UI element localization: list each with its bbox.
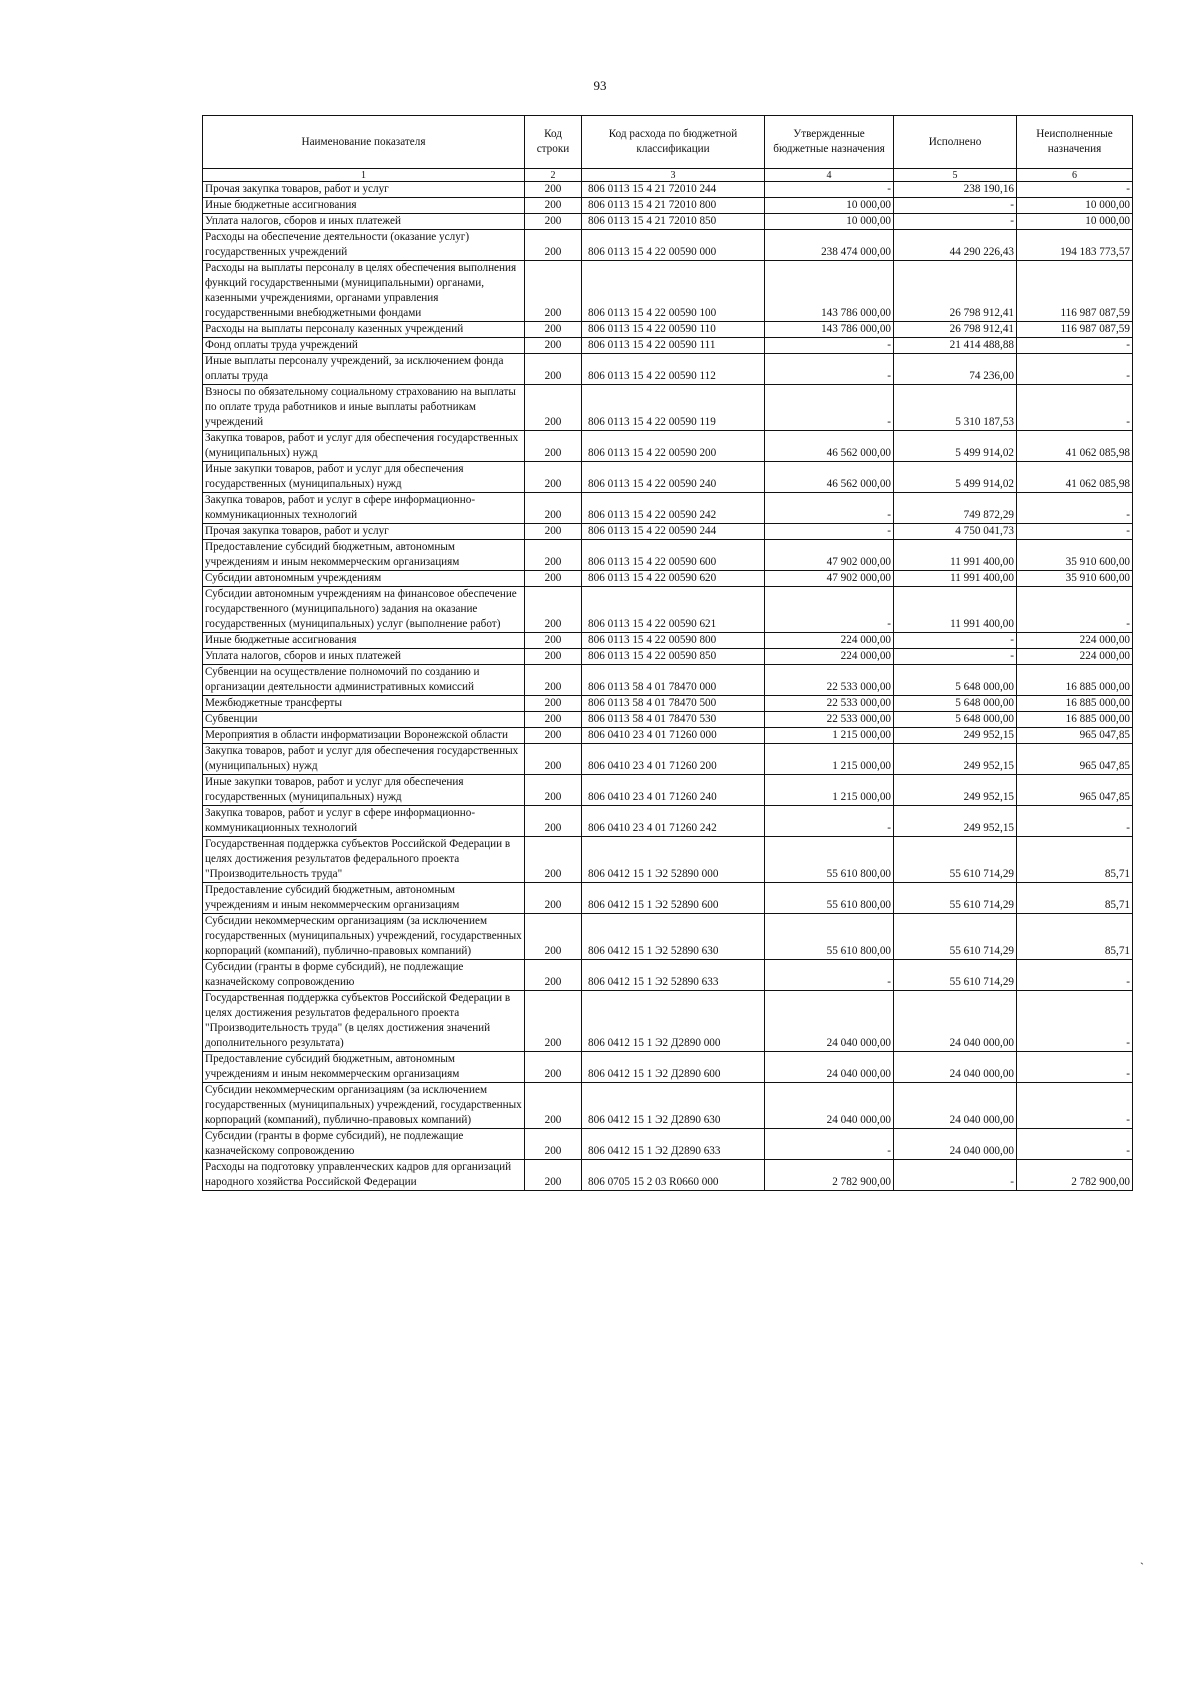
- row-line-code: 200: [525, 182, 582, 198]
- row-approved: -: [765, 182, 894, 198]
- table-row: [203, 354, 1133, 385]
- row-executed: 44 290 226,43: [894, 230, 1017, 261]
- row-executed: 24 040 000,00: [894, 991, 1017, 1052]
- table-row: [203, 775, 1133, 806]
- row-approved: 1 215 000,00: [765, 775, 894, 806]
- row-executed: 55 610 714,29: [894, 914, 1017, 960]
- row-line-code: 200: [525, 914, 582, 960]
- row-line-code: 200: [525, 1129, 582, 1160]
- row-approved: 2 782 900,00: [765, 1160, 894, 1191]
- row-name: Закупка товаров, работ и услуг для обеспечения государственных (муниципальных) нужд: [203, 431, 525, 462]
- table-body: [203, 182, 1133, 1191]
- row-approved: 24 040 000,00: [765, 1083, 894, 1129]
- row-name: Государственная поддержка субъектов Российской Федерации в целях достижения результатов федерального проекта "Производительность труда": [203, 837, 525, 883]
- row-approved: 47 902 000,00: [765, 571, 894, 587]
- row-unexecuted: -: [1017, 806, 1133, 837]
- row-name: Субвенции: [203, 712, 525, 728]
- row-line-code: 200: [525, 354, 582, 385]
- row-line-code: 200: [525, 649, 582, 665]
- row-name: Субсидии (гранты в форме субсидий), не подлежащие казначейскому сопровождению: [203, 960, 525, 991]
- table-row: [203, 991, 1133, 1052]
- row-unexecuted: 35 910 600,00: [1017, 540, 1133, 571]
- row-executed: -: [894, 633, 1017, 649]
- row-unexecuted: 85,71: [1017, 914, 1133, 960]
- row-classification-code: 806 0113 15 4 21 72010 244: [582, 182, 765, 198]
- row-approved: -: [765, 385, 894, 431]
- row-approved: -: [765, 806, 894, 837]
- row-approved: 55 610 800,00: [765, 914, 894, 960]
- row-approved: -: [765, 960, 894, 991]
- row-unexecuted: -: [1017, 960, 1133, 991]
- row-classification-code: 806 0113 15 4 22 00590 112: [582, 354, 765, 385]
- row-approved: 24 040 000,00: [765, 991, 894, 1052]
- row-line-code: 200: [525, 540, 582, 571]
- row-classification-code: 806 0113 15 4 21 72010 850: [582, 214, 765, 230]
- row-executed: 74 236,00: [894, 354, 1017, 385]
- header-executed: Исполнено: [894, 116, 1017, 169]
- row-executed: -: [894, 1160, 1017, 1191]
- row-executed: 26 798 912,41: [894, 322, 1017, 338]
- row-line-code: 200: [525, 322, 582, 338]
- table-row: [203, 744, 1133, 775]
- row-classification-code: 806 0410 23 4 01 71260 200: [582, 744, 765, 775]
- row-classification-code: 806 0113 58 4 01 78470 530: [582, 712, 765, 728]
- header-unexecuted: Неисполненные назначения: [1017, 116, 1133, 169]
- table-row: [203, 837, 1133, 883]
- table-row: [203, 1052, 1133, 1083]
- row-executed: 11 991 400,00: [894, 587, 1017, 633]
- row-unexecuted: -: [1017, 338, 1133, 354]
- row-unexecuted: 965 047,85: [1017, 775, 1133, 806]
- column-number-row: [203, 169, 1133, 182]
- row-approved: 22 533 000,00: [765, 712, 894, 728]
- row-line-code: 200: [525, 883, 582, 914]
- row-line-code: 200: [525, 198, 582, 214]
- row-line-code: 200: [525, 1083, 582, 1129]
- row-name: Закупка товаров, работ и услуг в сфере информационно-коммуникационных технологий: [203, 806, 525, 837]
- row-unexecuted: 85,71: [1017, 883, 1133, 914]
- row-classification-code: 806 0412 15 1 Э2 52890 630: [582, 914, 765, 960]
- row-classification-code: 806 0412 15 1 Э2 52890 000: [582, 837, 765, 883]
- row-executed: 5 648 000,00: [894, 712, 1017, 728]
- row-classification-code: 806 0113 15 4 22 00590 850: [582, 649, 765, 665]
- row-classification-code: 806 0113 15 4 22 00590 111: [582, 338, 765, 354]
- row-name: Расходы на выплаты персоналу казенных учреждений: [203, 322, 525, 338]
- row-executed: -: [894, 214, 1017, 230]
- row-approved: 10 000,00: [765, 198, 894, 214]
- row-classification-code: 806 0412 15 1 Э2 Д2890 630: [582, 1083, 765, 1129]
- table-row: [203, 806, 1133, 837]
- table-row: [203, 493, 1133, 524]
- row-name: Мероприятия в области информатизации Воронежской области: [203, 728, 525, 744]
- budget-execution-table-wrapper: [202, 115, 1132, 1191]
- row-line-code: 200: [525, 462, 582, 493]
- row-classification-code: 806 0412 15 1 Э2 52890 600: [582, 883, 765, 914]
- table-row: [203, 1160, 1133, 1191]
- row-unexecuted: 35 910 600,00: [1017, 571, 1133, 587]
- row-classification-code: 806 0412 15 1 Э2 Д2890 000: [582, 991, 765, 1052]
- row-executed: 4 750 041,73: [894, 524, 1017, 540]
- row-classification-code: 806 0412 15 1 Э2 Д2890 633: [582, 1129, 765, 1160]
- table-row: [203, 571, 1133, 587]
- row-classification-code: 806 0113 15 4 22 00590 000: [582, 230, 765, 261]
- row-executed: 55 610 714,29: [894, 960, 1017, 991]
- row-name: Прочая закупка товаров, работ и услуг: [203, 524, 525, 540]
- row-executed: -: [894, 198, 1017, 214]
- row-line-code: 200: [525, 230, 582, 261]
- row-approved: -: [765, 524, 894, 540]
- row-approved: 47 902 000,00: [765, 540, 894, 571]
- row-name: Субсидии некоммерческим организациям (за исключением государственных (муниципальных) учреждений, государственных корпораций (компаний), публично-правовых компаний): [203, 914, 525, 960]
- table-row: [203, 261, 1133, 322]
- row-approved: 224 000,00: [765, 649, 894, 665]
- row-classification-code: 806 0410 23 4 01 71260 000: [582, 728, 765, 744]
- row-name: Уплата налогов, сборов и иных платежей: [203, 649, 525, 665]
- row-executed: 249 952,15: [894, 744, 1017, 775]
- row-unexecuted: 224 000,00: [1017, 649, 1133, 665]
- row-approved: 143 786 000,00: [765, 322, 894, 338]
- row-name: Расходы на обеспечение деятельности (оказание услуг) государственных учреждений: [203, 230, 525, 261]
- row-name: Закупка товаров, работ и услуг для обеспечения государственных (муниципальных) нужд: [203, 744, 525, 775]
- row-line-code: 200: [525, 214, 582, 230]
- row-classification-code: 806 0113 58 4 01 78470 000: [582, 665, 765, 696]
- row-name: Закупка товаров, работ и услуг в сфере информационно-коммуникационных технологий: [203, 493, 525, 524]
- table-row: [203, 338, 1133, 354]
- table-row: [203, 914, 1133, 960]
- table-row: [203, 462, 1133, 493]
- column-number: 3: [582, 169, 765, 182]
- row-name: Иные выплаты персоналу учреждений, за исключением фонда оплаты труда: [203, 354, 525, 385]
- row-approved: 22 533 000,00: [765, 696, 894, 712]
- row-unexecuted: -: [1017, 991, 1133, 1052]
- row-name: Субсидии некоммерческим организациям (за исключением государственных (муниципальных) учреждений, государственных корпораций (компаний), публично-правовых компаний): [203, 1083, 525, 1129]
- row-name: Предоставление субсидий бюджетным, автономным учреждениям и иным некоммерческим организациям: [203, 1052, 525, 1083]
- row-classification-code: 806 0113 15 4 22 00590 100: [582, 261, 765, 322]
- row-name: Субсидии (гранты в форме субсидий), не подлежащие казначейскому сопровождению: [203, 1129, 525, 1160]
- row-unexecuted: -: [1017, 1052, 1133, 1083]
- row-name: Межбюджетные трансферты: [203, 696, 525, 712]
- table-row: [203, 728, 1133, 744]
- row-line-code: 200: [525, 385, 582, 431]
- row-executed: 21 414 488,88: [894, 338, 1017, 354]
- table-row: [203, 649, 1133, 665]
- row-line-code: 200: [525, 712, 582, 728]
- row-approved: 46 562 000,00: [765, 431, 894, 462]
- row-approved: -: [765, 493, 894, 524]
- row-name: Субвенции на осуществление полномочий по созданию и организации деятельности административных комиссий: [203, 665, 525, 696]
- row-executed: -: [894, 649, 1017, 665]
- row-classification-code: 806 0113 58 4 01 78470 500: [582, 696, 765, 712]
- row-line-code: 200: [525, 633, 582, 649]
- row-classification-code: 806 0410 23 4 01 71260 242: [582, 806, 765, 837]
- row-approved: 55 610 800,00: [765, 883, 894, 914]
- table-row: [203, 230, 1133, 261]
- table-row: [203, 540, 1133, 571]
- row-line-code: 200: [525, 696, 582, 712]
- row-unexecuted: -: [1017, 354, 1133, 385]
- row-executed: 749 872,29: [894, 493, 1017, 524]
- row-executed: 26 798 912,41: [894, 261, 1017, 322]
- row-unexecuted: 16 885 000,00: [1017, 665, 1133, 696]
- row-name: Расходы на выплаты персоналу в целях обеспечения выполнения функций государственными (муниципальными) органами, казенными учреждениями, органами управления государственными внебюджетными фондами: [203, 261, 525, 322]
- table-row: [203, 198, 1133, 214]
- row-line-code: 200: [525, 571, 582, 587]
- row-classification-code: 806 0113 15 4 22 00590 800: [582, 633, 765, 649]
- column-number: 5: [894, 169, 1017, 182]
- row-line-code: 200: [525, 775, 582, 806]
- row-classification-code: 806 0113 15 4 22 00590 242: [582, 493, 765, 524]
- table-row: [203, 712, 1133, 728]
- row-approved: 143 786 000,00: [765, 261, 894, 322]
- row-approved: -: [765, 1129, 894, 1160]
- row-executed: 24 040 000,00: [894, 1129, 1017, 1160]
- row-executed: 5 499 914,02: [894, 462, 1017, 493]
- row-line-code: 200: [525, 338, 582, 354]
- row-approved: -: [765, 587, 894, 633]
- table-row: [203, 960, 1133, 991]
- row-name: Субсидии автономным учреждениям: [203, 571, 525, 587]
- row-approved: 1 215 000,00: [765, 744, 894, 775]
- row-line-code: 200: [525, 1052, 582, 1083]
- row-approved: 10 000,00: [765, 214, 894, 230]
- row-line-code: 200: [525, 493, 582, 524]
- row-executed: 238 190,16: [894, 182, 1017, 198]
- row-approved: 1 215 000,00: [765, 728, 894, 744]
- row-approved: -: [765, 338, 894, 354]
- row-line-code: 200: [525, 806, 582, 837]
- row-name: Предоставление субсидий бюджетным, автономным учреждениям и иным некоммерческим организациям: [203, 883, 525, 914]
- scan-mark: `: [1140, 1560, 1144, 1574]
- table-header: [203, 116, 1133, 182]
- table-row: [203, 696, 1133, 712]
- row-line-code: 200: [525, 524, 582, 540]
- row-unexecuted: 85,71: [1017, 837, 1133, 883]
- row-unexecuted: 2 782 900,00: [1017, 1160, 1133, 1191]
- column-number: 6: [1017, 169, 1133, 182]
- row-executed: 5 648 000,00: [894, 665, 1017, 696]
- row-line-code: 200: [525, 991, 582, 1052]
- row-name: Иные закупки товаров, работ и услуг для обеспечения государственных (муниципальных) нужд: [203, 462, 525, 493]
- row-unexecuted: 41 062 085,98: [1017, 462, 1133, 493]
- row-unexecuted: 16 885 000,00: [1017, 696, 1133, 712]
- row-classification-code: 806 0410 23 4 01 71260 240: [582, 775, 765, 806]
- column-number: 4: [765, 169, 894, 182]
- row-name: Взносы по обязательному социальному страхованию на выплаты по оплате труда работников и иные выплаты работникам учреждений: [203, 385, 525, 431]
- row-approved: 46 562 000,00: [765, 462, 894, 493]
- row-name: Предоставление субсидий бюджетным, автономным учреждениям и иным некоммерческим организациям: [203, 540, 525, 571]
- row-executed: 55 610 714,29: [894, 883, 1017, 914]
- row-classification-code: 806 0113 15 4 22 00590 110: [582, 322, 765, 338]
- row-unexecuted: -: [1017, 1129, 1133, 1160]
- row-line-code: 200: [525, 587, 582, 633]
- row-classification-code: 806 0113 15 4 22 00590 620: [582, 571, 765, 587]
- row-unexecuted: 965 047,85: [1017, 728, 1133, 744]
- column-number: 1: [203, 169, 525, 182]
- row-approved: -: [765, 354, 894, 385]
- budget-execution-table: [202, 115, 1133, 1191]
- row-unexecuted: 16 885 000,00: [1017, 712, 1133, 728]
- table-row: [203, 385, 1133, 431]
- row-classification-code: 806 0113 15 4 22 00590 621: [582, 587, 765, 633]
- table-row: [203, 665, 1133, 696]
- row-classification-code: 806 0113 15 4 22 00590 240: [582, 462, 765, 493]
- header-approved: Утвержденные бюджетные назначения: [765, 116, 894, 169]
- header-indicator-name: Наименование показателя: [203, 116, 525, 169]
- row-line-code: 200: [525, 261, 582, 322]
- row-executed: 249 952,15: [894, 806, 1017, 837]
- row-unexecuted: 116 987 087,59: [1017, 322, 1133, 338]
- row-line-code: 200: [525, 837, 582, 883]
- table-row: [203, 633, 1133, 649]
- row-name: Прочая закупка товаров, работ и услуг: [203, 182, 525, 198]
- row-executed: 249 952,15: [894, 728, 1017, 744]
- row-unexecuted: 10 000,00: [1017, 198, 1133, 214]
- row-name: Государственная поддержка субъектов Российской Федерации в целях достижения результатов федерального проекта "Производительность труда" (в целях достижения значений дополнительного результата): [203, 991, 525, 1052]
- row-classification-code: 806 0113 15 4 22 00590 600: [582, 540, 765, 571]
- row-executed: 5 648 000,00: [894, 696, 1017, 712]
- row-executed: 11 991 400,00: [894, 540, 1017, 571]
- row-line-code: 200: [525, 665, 582, 696]
- row-classification-code: 806 0113 15 4 22 00590 200: [582, 431, 765, 462]
- row-name: Уплата налогов, сборов и иных платежей: [203, 214, 525, 230]
- row-classification-code: 806 0113 15 4 22 00590 244: [582, 524, 765, 540]
- row-approved: 224 000,00: [765, 633, 894, 649]
- row-executed: 24 040 000,00: [894, 1083, 1017, 1129]
- row-line-code: 200: [525, 960, 582, 991]
- table-row: [203, 587, 1133, 633]
- table-row: [203, 524, 1133, 540]
- page-number: 93: [593, 78, 607, 93]
- row-name: Фонд оплаты труда учреждений: [203, 338, 525, 354]
- row-line-code: 200: [525, 431, 582, 462]
- row-approved: 24 040 000,00: [765, 1052, 894, 1083]
- row-unexecuted: -: [1017, 587, 1133, 633]
- table-row: [203, 182, 1133, 198]
- row-unexecuted: 194 183 773,57: [1017, 230, 1133, 261]
- column-number: 2: [525, 169, 582, 182]
- row-executed: 5 310 187,53: [894, 385, 1017, 431]
- row-classification-code: 806 0412 15 1 Э2 Д2890 600: [582, 1052, 765, 1083]
- table-row: [203, 1129, 1133, 1160]
- row-unexecuted: -: [1017, 385, 1133, 431]
- header-row: [203, 116, 1133, 169]
- row-executed: 249 952,15: [894, 775, 1017, 806]
- row-executed: 11 991 400,00: [894, 571, 1017, 587]
- table-row: [203, 883, 1133, 914]
- row-classification-code: 806 0412 15 1 Э2 52890 633: [582, 960, 765, 991]
- row-executed: 24 040 000,00: [894, 1052, 1017, 1083]
- row-approved: 22 533 000,00: [765, 665, 894, 696]
- row-unexecuted: -: [1017, 1083, 1133, 1129]
- row-unexecuted: 965 047,85: [1017, 744, 1133, 775]
- row-name: Иные бюджетные ассигнования: [203, 198, 525, 214]
- header-line-code: Код строки: [525, 116, 582, 169]
- row-unexecuted: 10 000,00: [1017, 214, 1133, 230]
- header-classification-code: Код расхода по бюджетной классификации: [582, 116, 765, 169]
- row-name: Расходы на подготовку управленческих кадров для организаций народного хозяйства Российской Федерации: [203, 1160, 525, 1191]
- row-approved: 238 474 000,00: [765, 230, 894, 261]
- row-approved: 55 610 800,00: [765, 837, 894, 883]
- table-row: [203, 1083, 1133, 1129]
- table-row: [203, 214, 1133, 230]
- row-name: Субсидии автономным учреждениям на финансовое обеспечение государственного (муниципального) задания на оказание государственных (муниципальных) услуг (выполнение работ): [203, 587, 525, 633]
- row-name: Иные закупки товаров, работ и услуг для обеспечения государственных (муниципальных) нужд: [203, 775, 525, 806]
- row-line-code: 200: [525, 744, 582, 775]
- row-unexecuted: -: [1017, 524, 1133, 540]
- table-row: [203, 322, 1133, 338]
- row-classification-code: 806 0113 15 4 21 72010 800: [582, 198, 765, 214]
- row-unexecuted: 116 987 087,59: [1017, 261, 1133, 322]
- row-line-code: 200: [525, 1160, 582, 1191]
- row-executed: 5 499 914,02: [894, 431, 1017, 462]
- row-line-code: 200: [525, 728, 582, 744]
- table-row: [203, 431, 1133, 462]
- row-unexecuted: -: [1017, 493, 1133, 524]
- row-classification-code: 806 0705 15 2 03 R0660 000: [582, 1160, 765, 1191]
- row-executed: 55 610 714,29: [894, 837, 1017, 883]
- row-unexecuted: 224 000,00: [1017, 633, 1133, 649]
- row-unexecuted: 41 062 085,98: [1017, 431, 1133, 462]
- row-classification-code: 806 0113 15 4 22 00590 119: [582, 385, 765, 431]
- row-unexecuted: -: [1017, 182, 1133, 198]
- row-name: Иные бюджетные ассигнования: [203, 633, 525, 649]
